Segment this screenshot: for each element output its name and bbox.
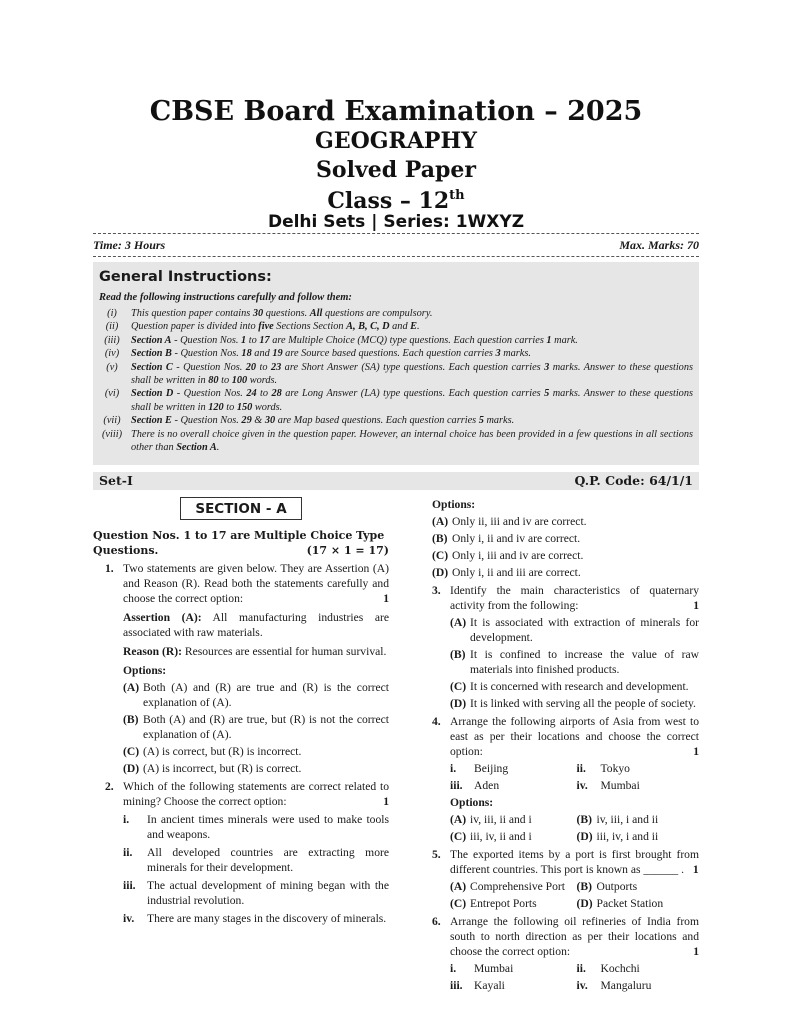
option-text: Only i, ii and iv are correct.: [452, 532, 581, 545]
statement-item: [123, 911, 389, 926]
paper-type: Solved Paper: [316, 157, 476, 183]
option-text: Comprehensive Port: [470, 880, 565, 893]
option-label: (C): [450, 680, 467, 693]
statement-label: ii.: [576, 962, 586, 975]
statement-text: There are many stages in the discovery of minerals.: [147, 912, 387, 925]
instruction-text: There is no overall choice given in the question paper. However, an internal choice has been provided in a few questions in all sections other than Section A.: [131, 428, 693, 454]
statement-text: Kochchi: [600, 962, 640, 975]
class-suffix: th: [449, 188, 465, 203]
reason-text: Resources are essential for human survival.: [184, 645, 387, 658]
option-text: It is linked with serving all the people of society.: [470, 697, 696, 710]
statement-label: i.: [123, 813, 130, 826]
option-item: [432, 565, 699, 580]
divider-top: [93, 233, 699, 234]
option-text: Outports: [596, 880, 638, 893]
class-text: Class – 12: [327, 188, 450, 214]
option-item: [450, 696, 699, 711]
instruction-number: (v): [106, 361, 118, 373]
q4-options: [450, 812, 699, 844]
option-label: (B): [576, 880, 592, 893]
instructions-lead: Read the following instructions carefully and follow them:: [99, 292, 352, 303]
option-text: Only ii, iii and iv are correct.: [452, 515, 587, 528]
left-column: [93, 497, 389, 926]
question-stem: Identify the main characteristics of quaternary activity from the following:: [450, 584, 699, 612]
option-item: [450, 615, 699, 645]
statement-text: The actual development of mining began with the industrial revolution.: [147, 879, 389, 907]
option-label: (A): [450, 880, 467, 893]
option-text: iv, iii, ii and i: [470, 813, 532, 826]
option-item: [432, 548, 699, 563]
statement-item: [123, 878, 389, 908]
instruction-number: (ii): [105, 321, 119, 333]
instruction-text: Section D - Question Nos. 24 to 28 are Long Answer (LA) type questions. Each question carries 5 marks. Answer to these questions shall be written in 120 to 150 words.: [131, 388, 693, 413]
reason-label: Reason (R):: [123, 645, 182, 658]
option-item: [577, 879, 700, 894]
statement-label: i.: [450, 762, 457, 775]
option-text: (A) is correct, but (R) is incorrect.: [143, 745, 302, 758]
option-label: (C): [450, 830, 467, 843]
question-mark: 1: [693, 745, 699, 758]
subject-title: GEOGRAPHY: [315, 128, 477, 154]
statement-text: Mangaluru: [600, 979, 652, 992]
statement-text: Mumbai: [600, 779, 640, 792]
statement-item: [577, 978, 700, 993]
mcq-line1: Question Nos. 1 to 17 are Multiple Choice Type: [93, 529, 385, 542]
statement-item: [577, 761, 700, 776]
q4-items: [450, 761, 699, 793]
q3-options: [450, 615, 699, 711]
question-number: 6.: [432, 915, 441, 928]
question-stem: Which of the following statements are correct related to mining? Choose the correct option:: [123, 780, 389, 808]
statement-item: [577, 961, 700, 976]
instruction-text: Question paper is divided into five Sections Section A, B, C, D and E.: [131, 321, 420, 333]
question-number: 4.: [432, 715, 441, 728]
option-item: [450, 679, 699, 694]
option-item: [450, 647, 699, 677]
option-label: (B): [432, 532, 448, 545]
statement-item: [450, 978, 573, 993]
q5-options: [450, 879, 699, 911]
instruction-item: [93, 307, 699, 320]
option-label: (C): [123, 745, 140, 758]
set-label: Set-I: [99, 473, 133, 488]
instruction-text: Section C - Question Nos. 20 to 23 are Short Answer (SA) type questions. Each question carries 3 marks. Answer to these questions shall be written in 80 to 100 words.: [131, 361, 693, 387]
option-text: iv, iii, i and ii: [596, 813, 659, 826]
question-3: [432, 583, 699, 711]
option-item: [577, 896, 700, 911]
option-item: [450, 812, 573, 827]
statement-item: [450, 778, 573, 793]
q1-options: [123, 680, 389, 776]
option-label: (D): [576, 897, 593, 910]
question-1: [93, 561, 389, 776]
option-text: It is concerned with research and development.: [470, 680, 689, 693]
option-label: (A): [432, 515, 449, 528]
statement-label: iii.: [123, 879, 136, 892]
option-text: Both (A) and (R) are true, but (R) is not the correct explanation of (A).: [143, 713, 389, 741]
instruction-text: Section A - Question Nos. 1 to 17 are Multiple Choice (MCQ) type questions. Each question carries 1 mark.: [131, 334, 578, 346]
instruction-number: (i): [107, 308, 117, 319]
question-number: 5.: [432, 848, 441, 861]
instruction-item: [93, 414, 699, 427]
option-text: Only i, ii and iii are correct.: [452, 566, 581, 579]
option-label: (B): [450, 648, 466, 661]
question-4: [432, 714, 699, 844]
instruction-number: (vi): [104, 388, 120, 400]
question-6: [432, 914, 699, 993]
qp-code: Q.P. Code: 64/1/1: [574, 473, 693, 488]
option-label: (D): [123, 762, 140, 775]
statement-label: ii.: [123, 846, 133, 859]
statement-label: iii.: [450, 979, 463, 992]
statement-text: Aden: [474, 779, 500, 792]
statement-text: Beijing: [474, 762, 509, 775]
statement-label: iv.: [123, 912, 135, 925]
options-label: Options:: [450, 796, 494, 809]
question-mark: 1: [383, 592, 389, 605]
statement-text: All developed countries are extracting more minerals for their development.: [147, 846, 389, 874]
statement-label: ii.: [576, 762, 586, 775]
assertion: [123, 610, 389, 640]
option-label: (B): [576, 813, 592, 826]
option-text: iii, iv, i and ii: [596, 830, 659, 843]
series-line: Delhi Sets | Series: 1WXYZ: [267, 212, 525, 232]
exam-title: CBSE Board Examination – 2025: [149, 96, 643, 127]
option-text: (A) is incorrect, but (R) is correct.: [143, 762, 302, 775]
q2-options: [432, 514, 699, 580]
statement-label: iv.: [576, 979, 588, 992]
option-label: (C): [432, 549, 449, 562]
statement-label: iii.: [450, 779, 463, 792]
option-text: Packet Station: [596, 897, 664, 910]
statement-item: [450, 961, 573, 976]
mcq-marks: (17 × 1 = 17): [306, 544, 389, 557]
option-text: It is associated with extraction of minerals for development.: [470, 616, 699, 644]
statement-item: [577, 778, 700, 793]
option-item: [123, 761, 389, 776]
instruction-item: [93, 334, 699, 347]
instruction-number: (viii): [101, 428, 122, 440]
option-label: (B): [123, 713, 139, 726]
instruction-item: [93, 428, 699, 455]
instruction-text: Section B - Question Nos. 18 and 19 are Source based questions. Each question carries 3 marks.: [131, 348, 531, 360]
option-item: [432, 531, 699, 546]
question-stem: Arrange the following oil refineries of India from south to north direction as per their locations and choose the correct option:: [450, 915, 699, 958]
exam-meta: [93, 238, 699, 253]
question-number: 2.: [105, 780, 114, 793]
assertion-label: Assertion (A):: [123, 611, 202, 624]
instruction-number: (iii): [104, 334, 120, 346]
statement-text: Mumbai: [474, 962, 514, 975]
option-item: [450, 829, 573, 844]
instruction-text: Section E - Question Nos. 29 & 30 are Map based questions. Each question carries 5 marks.: [131, 415, 515, 427]
option-text: It is confined to increase the value of raw materials into finished products.: [470, 648, 699, 676]
option-label: (D): [576, 830, 593, 843]
option-label: (D): [432, 566, 449, 579]
question-mark: 1: [692, 863, 699, 876]
option-text: Entrepot Ports: [470, 897, 537, 910]
option-item: [123, 744, 389, 759]
q2-statements: [123, 812, 389, 926]
max-marks-label: Max. Marks: 70: [619, 238, 699, 252]
statement-item: [450, 761, 573, 776]
question-2: [93, 779, 389, 926]
option-text: Only i, iii and iv are correct.: [452, 549, 584, 562]
statement-item: [123, 812, 389, 842]
instructions-list: [93, 307, 699, 454]
statement-label: iv.: [576, 779, 588, 792]
instruction-text: This question paper contains 30 questions. All questions are compulsory.: [131, 308, 433, 319]
statement-text: In ancient times minerals were used to make tools and weapons.: [147, 813, 389, 841]
question-mark: 1: [693, 945, 699, 958]
option-label: (A): [450, 813, 467, 826]
option-item: [577, 812, 700, 827]
option-item: [450, 879, 573, 894]
question-stem: The exported items by a port is first brought from different countries. This port is known as ______ .: [450, 848, 699, 876]
mcq-instructions: [93, 528, 389, 558]
question-number: 3.: [432, 584, 441, 597]
option-label: (C): [450, 897, 467, 910]
time-label: Time: 3 Hours: [93, 238, 166, 252]
q6-items: [450, 961, 699, 993]
option-text: Both (A) and (R) are true and (R) is the correct explanation of (A).: [143, 681, 389, 709]
option-label: (A): [123, 681, 140, 694]
instruction-number: (iv): [104, 348, 120, 360]
set-bar: [93, 472, 699, 490]
options-label: Options:: [123, 664, 167, 677]
right-column: [432, 497, 699, 993]
statement-label: i.: [450, 962, 457, 975]
section-a-heading: SECTION - A: [180, 497, 301, 520]
option-item: [577, 829, 700, 844]
instruction-item: [93, 361, 699, 388]
option-item: [123, 680, 389, 710]
question-stem: Arrange the following airports of Asia from west to east as per their locations and choose the correct option:: [450, 715, 699, 758]
instruction-number: (vii): [103, 415, 121, 427]
statement-text: Kayali: [474, 979, 505, 992]
instruction-item: [93, 320, 699, 333]
question-number: 1.: [105, 562, 114, 575]
question-mark: 1: [383, 795, 389, 808]
option-text: iii, iv, ii and i: [470, 830, 532, 843]
instruction-item: [93, 347, 699, 360]
divider-bottom: [93, 256, 699, 257]
assertion-text: All manufacturing industries are associated with raw materials.: [123, 611, 389, 639]
option-label: (D): [450, 697, 467, 710]
reason: [123, 644, 389, 659]
question-mark: 1: [693, 599, 699, 612]
question-5: [432, 847, 699, 911]
question-stem: Two statements are given below. They are Assertion (A) and Reason (R). Read both the statements carefully and choose the correct option:: [123, 562, 389, 605]
statement-text: Tokyo: [600, 762, 630, 775]
statement-item: [123, 845, 389, 875]
option-item: [450, 896, 573, 911]
option-label: (A): [450, 616, 467, 629]
option-item: [432, 514, 699, 529]
mcq-line2: Questions.: [93, 544, 159, 557]
instructions-title: General Instructions:: [99, 269, 272, 285]
general-instructions: [93, 262, 699, 465]
option-item: [123, 712, 389, 742]
exam-page: [93, 0, 699, 1024]
instruction-item: [93, 387, 699, 414]
options-label: Options:: [432, 498, 476, 511]
